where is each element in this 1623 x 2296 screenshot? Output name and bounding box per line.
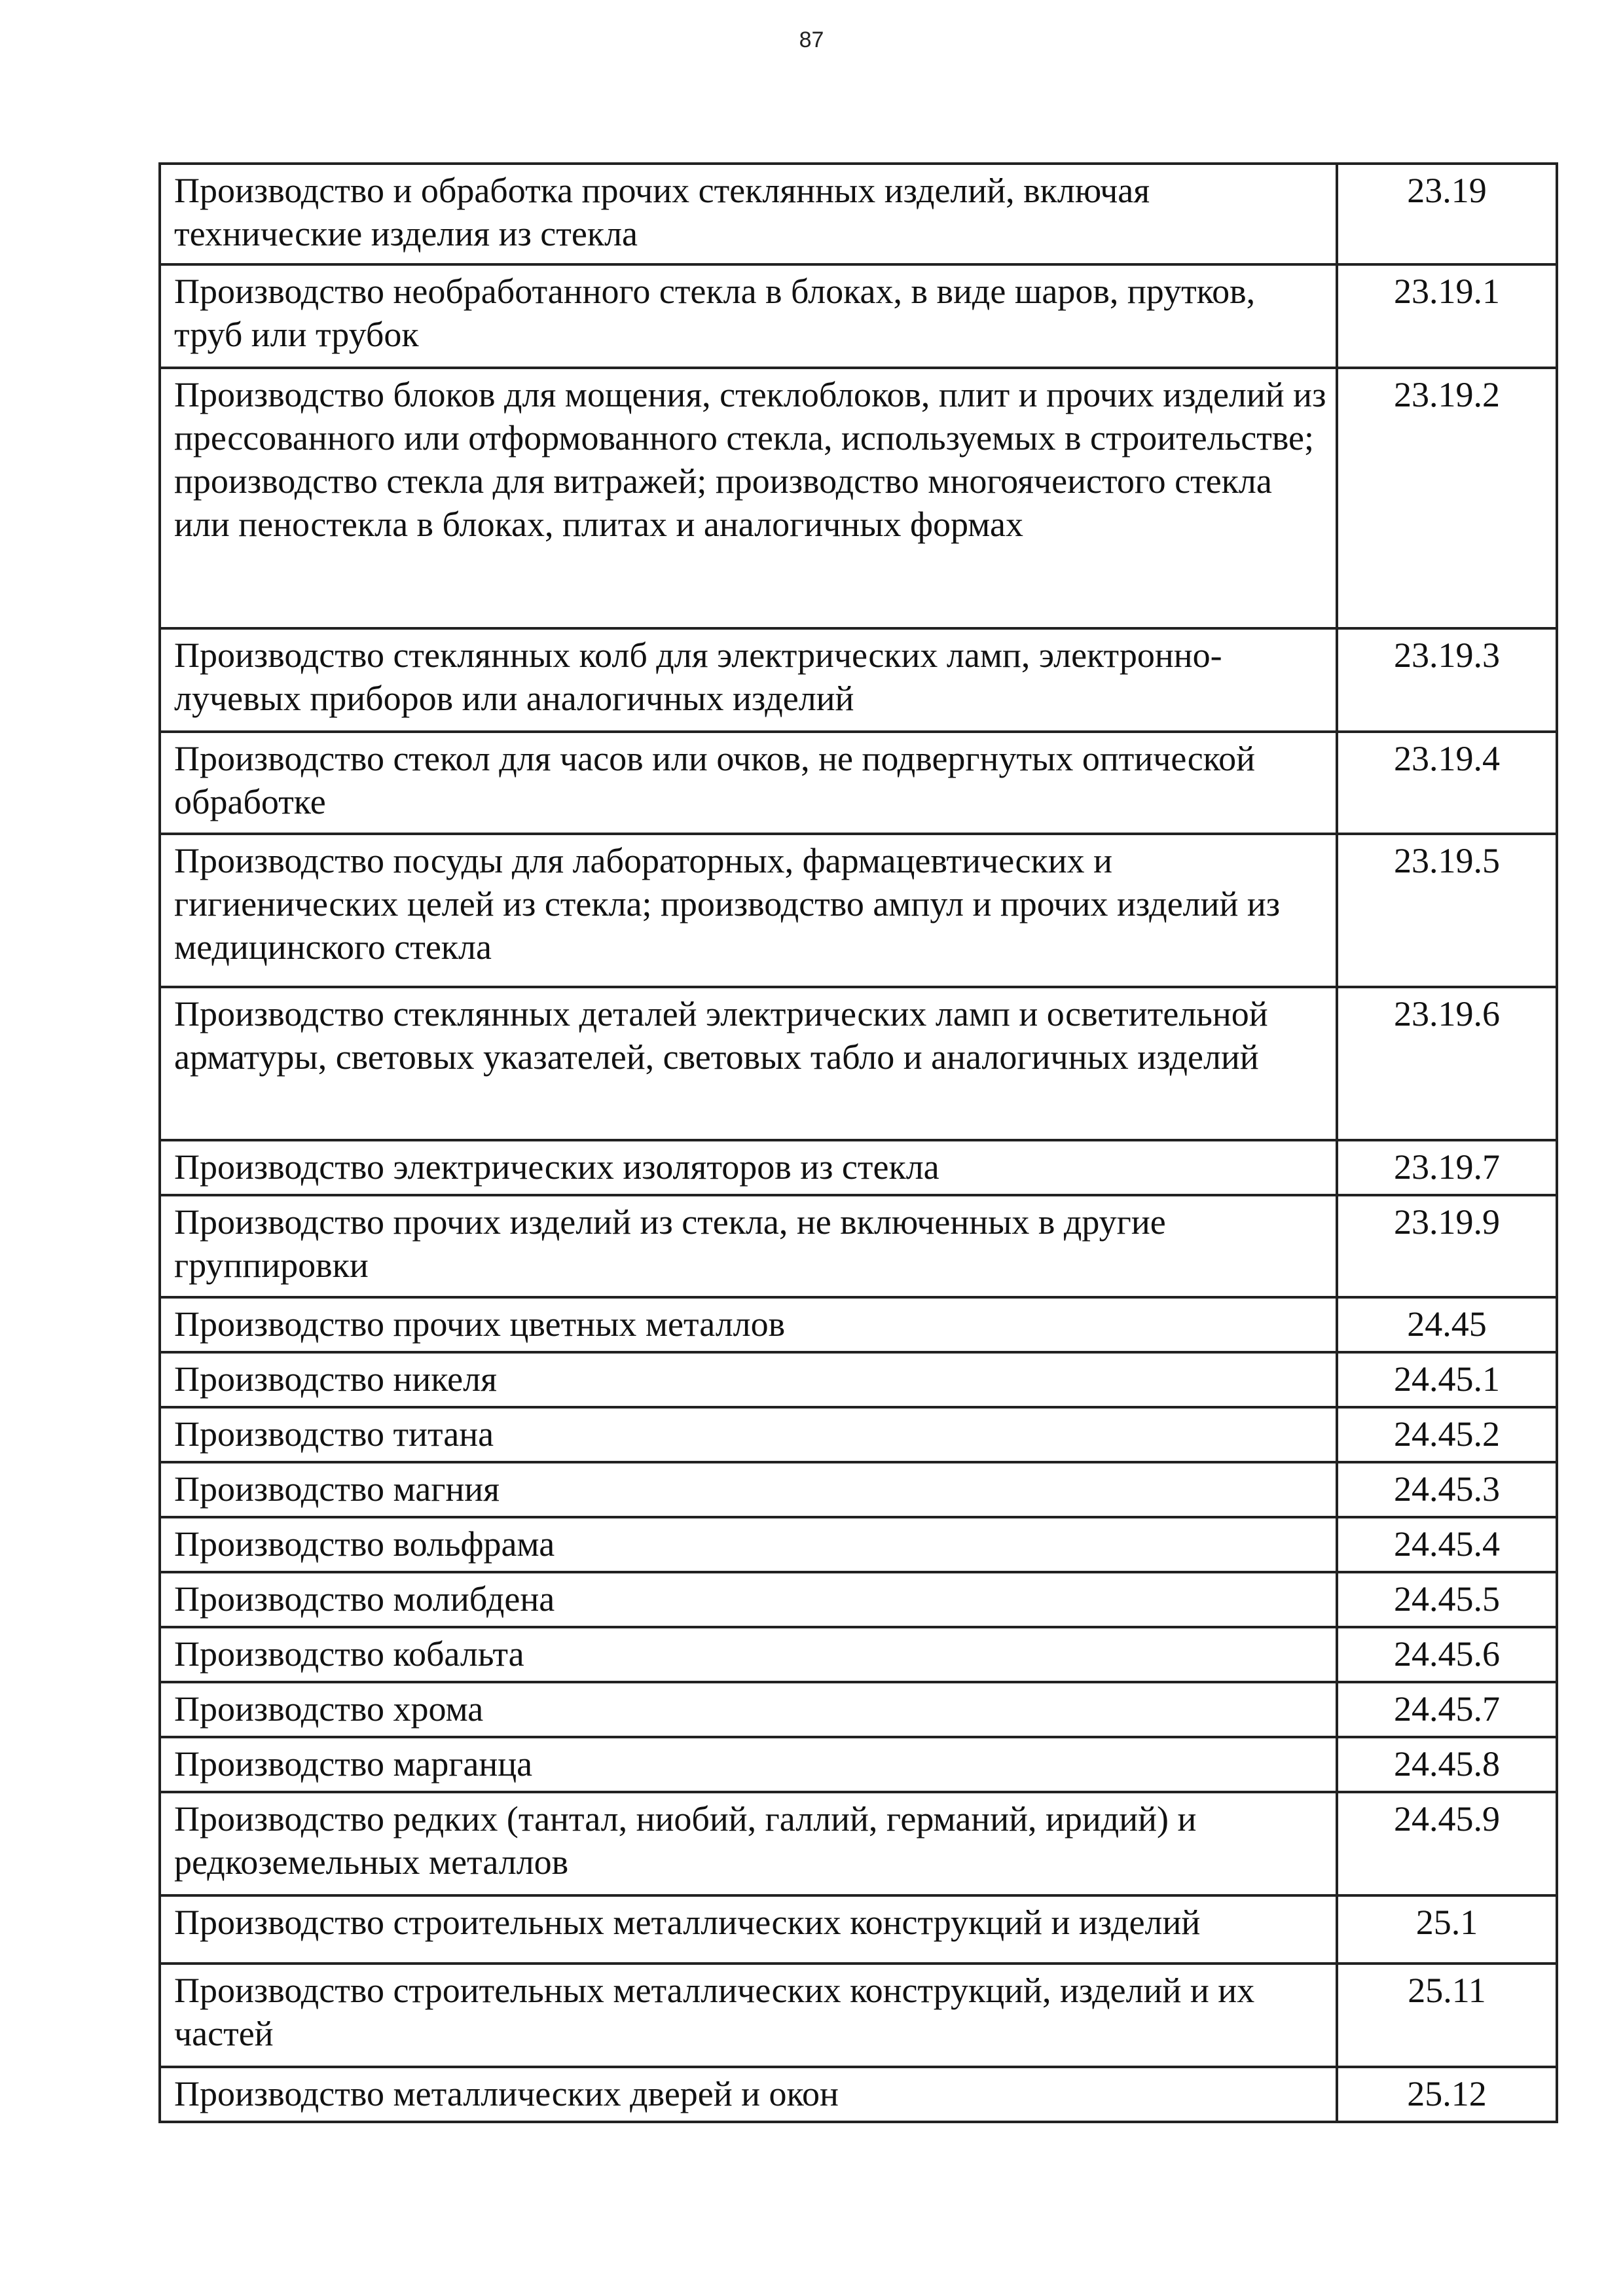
activity-name-cell: Производство кобальта xyxy=(160,1627,1337,1682)
activity-name-cell: Производство молибдена xyxy=(160,1572,1337,1627)
table-body xyxy=(160,164,1557,2122)
table-row xyxy=(160,368,1557,628)
activity-code-cell: 24.45.3 xyxy=(1337,1462,1557,1517)
activity-code-cell: 23.19.2 xyxy=(1337,368,1557,628)
activity-name-cell: Производство блоков для мощения, стеклоблоков, плит и прочих изделий из прессованного или отформованного стекла, используемых в строительстве; производство стекла для витражей; производство многоячеистого стекла или пеностекла в блоках, плитах и аналогичных формах xyxy=(160,368,1337,628)
activity-code-cell: 24.45 xyxy=(1337,1297,1557,1352)
table-row xyxy=(160,732,1557,834)
activity-name-cell: Производство прочих цветных металлов xyxy=(160,1297,1337,1352)
activity-code-cell: 24.45.8 xyxy=(1337,1737,1557,1792)
activity-code-cell: 24.45.2 xyxy=(1337,1407,1557,1462)
activity-code-cell: 24.45.9 xyxy=(1337,1792,1557,1895)
table-row xyxy=(160,1352,1557,1407)
table-row xyxy=(160,1297,1557,1352)
activity-code-cell: 24.45.6 xyxy=(1337,1627,1557,1682)
table-row xyxy=(160,1407,1557,1462)
activity-code-cell: 25.11 xyxy=(1337,1964,1557,2067)
table-row xyxy=(160,834,1557,987)
activity-name-cell: Производство стекол для часов или очков, не подвергнутых оптической обработке xyxy=(160,732,1337,834)
table-row xyxy=(160,164,1557,264)
activity-name-cell: Производство и обработка прочих стеклянных изделий, включая технические изделия из стекла xyxy=(160,164,1337,264)
table-row xyxy=(160,628,1557,732)
table-row xyxy=(160,1140,1557,1195)
activity-name-cell: Производство строительных металлических конструкций, изделий и их частей xyxy=(160,1964,1337,2067)
activity-code-cell: 23.19.1 xyxy=(1337,264,1557,368)
table-row xyxy=(160,264,1557,368)
activity-code-cell: 23.19.9 xyxy=(1337,1195,1557,1297)
activity-name-cell: Производство строительных металлических конструкций и изделий xyxy=(160,1895,1337,1964)
activity-name-cell: Производство марганца xyxy=(160,1737,1337,1792)
activity-code-table xyxy=(158,162,1558,2123)
activity-code-cell: 23.19.7 xyxy=(1337,1140,1557,1195)
table-row xyxy=(160,1627,1557,1682)
activity-code-cell: 23.19.5 xyxy=(1337,834,1557,987)
activity-name-cell: Производство никеля xyxy=(160,1352,1337,1407)
table-row xyxy=(160,1964,1557,2067)
activity-name-cell: Производство стеклянных колб для электрических ламп, электронно-лучевых приборов или аналогичных изделий xyxy=(160,628,1337,732)
table-row xyxy=(160,987,1557,1140)
activity-code-cell: 24.45.7 xyxy=(1337,1682,1557,1737)
activity-code-cell: 24.45.1 xyxy=(1337,1352,1557,1407)
activity-code-cell: 24.45.5 xyxy=(1337,1572,1557,1627)
table-row xyxy=(160,1517,1557,1572)
activity-code-cell: 24.45.4 xyxy=(1337,1517,1557,1572)
activity-name-cell: Производство металлических дверей и окон xyxy=(160,2067,1337,2122)
table-row xyxy=(160,2067,1557,2122)
activity-name-cell: Производство хрома xyxy=(160,1682,1337,1737)
table-row xyxy=(160,1737,1557,1792)
table-row xyxy=(160,1462,1557,1517)
activity-code-cell: 23.19 xyxy=(1337,164,1557,264)
table-row xyxy=(160,1792,1557,1895)
activity-name-cell: Производство редких (тантал, ниобий, галлий, германий, иридий) и редкоземельных металлов xyxy=(160,1792,1337,1895)
page-number: 87 xyxy=(799,27,824,52)
table-row xyxy=(160,1195,1557,1297)
activity-name-cell: Производство титана xyxy=(160,1407,1337,1462)
activity-name-cell: Производство посуды для лабораторных, фармацевтических и гигиенических целей из стекла; производство ампул и прочих изделий из медицинского стекла xyxy=(160,834,1337,987)
activity-code-cell: 25.12 xyxy=(1337,2067,1557,2122)
activity-name-cell: Производство необработанного стекла в блоках, в виде шаров, прутков, труб или трубок xyxy=(160,264,1337,368)
activity-code-cell: 23.19.4 xyxy=(1337,732,1557,834)
activity-code-cell: 23.19.3 xyxy=(1337,628,1557,732)
activity-name-cell: Производство стеклянных деталей электрических ламп и осветительной арматуры, световых указателей, световых табло и аналогичных изделий xyxy=(160,987,1337,1140)
table-row xyxy=(160,1895,1557,1964)
table-row xyxy=(160,1682,1557,1737)
activity-name-cell: Производство электрических изоляторов из стекла xyxy=(160,1140,1337,1195)
table-row xyxy=(160,1572,1557,1627)
activity-code-cell: 23.19.6 xyxy=(1337,987,1557,1140)
activity-name-cell: Производство прочих изделий из стекла, не включенных в другие группировки xyxy=(160,1195,1337,1297)
activity-name-cell: Производство магния xyxy=(160,1462,1337,1517)
activity-code-cell: 25.1 xyxy=(1337,1895,1557,1964)
activity-name-cell: Производство вольфрама xyxy=(160,1517,1337,1572)
